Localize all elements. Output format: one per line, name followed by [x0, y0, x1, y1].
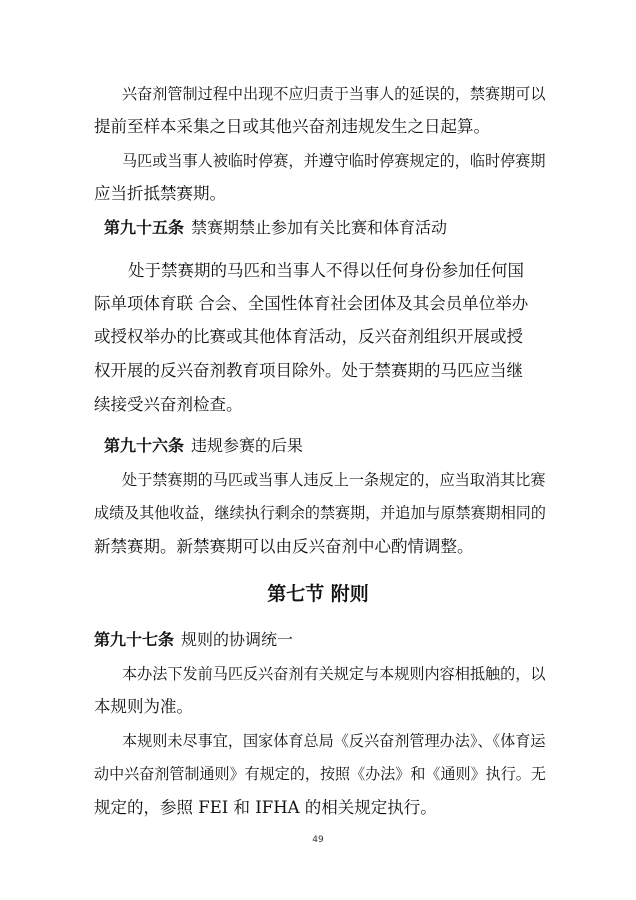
text-line: 新禁赛期。新禁赛期可以由反兴奋剂中心酌情调整。	[94, 537, 474, 556]
text-line: 应当折抵禁赛期。	[94, 184, 226, 203]
text-line: 本办法下发前马匹反兴奋剂有关规定与本规则内容相抵触的，以	[122, 665, 546, 683]
text-line: 马匹或当事人被临时停赛，并遵守临时停赛规定的，临时停赛期	[122, 152, 546, 170]
text-line: 本规则为准。	[94, 697, 193, 716]
text-line: 处于禁赛期的马匹或当事人违反上一条规定的，应当取消其比赛	[122, 471, 546, 489]
section-heading: 第七节 附则	[267, 583, 369, 605]
article-number: 第九十五条	[104, 218, 185, 237]
article-heading-96	[104, 436, 303, 456]
text-line: 续接受兴奋剂检查。	[94, 395, 243, 414]
text-line: 成绩及其他收益，继续执行剩余的禁赛期，并追加与原禁赛期相同的	[94, 504, 546, 522]
text-line: 提前至样本采集之日或其他兴奋剂违规发生之日起算。	[94, 117, 490, 136]
article-title: 禁赛期禁止参加有关比赛和体育活动	[191, 218, 448, 237]
text-line: 或授权举办的比赛或其他体育活动，反兴奋剂组织开展或授	[94, 327, 523, 346]
text-line: 动中兴奋剂管制通则》有规定的，按照《办法》和《通则》执行。无	[94, 765, 546, 783]
article-heading-97	[94, 630, 293, 650]
article-title: 规则的协调统一	[181, 630, 294, 649]
article-title: 违规参赛的后果	[191, 436, 304, 455]
page-number: 49	[312, 835, 324, 845]
article-heading-95	[104, 218, 447, 238]
article-number: 第九十七条	[94, 630, 175, 649]
text-line: 处于禁赛期的马匹和当事人不得以任何身份参加任何国	[128, 261, 524, 280]
article-number: 第九十六条	[104, 436, 185, 455]
text-line: 本规则未尽事宜，国家体育总局《反兴奋剂管理办法》、《体育运	[122, 732, 546, 750]
text-line: 规定的，参照 FEI 和 IFHA 的相关规定执行。	[94, 798, 437, 817]
text-line: 权开展的反兴奋剂教育项目除外。处于禁赛期的马匹应当继	[94, 361, 523, 380]
text-line: 兴奋剂管制过程中出现不应归责于当事人的延误的，禁赛期可以	[122, 85, 546, 103]
text-line: 际单项体育联 合会、全国性体育社会团体及其会员单位举办	[94, 294, 529, 313]
